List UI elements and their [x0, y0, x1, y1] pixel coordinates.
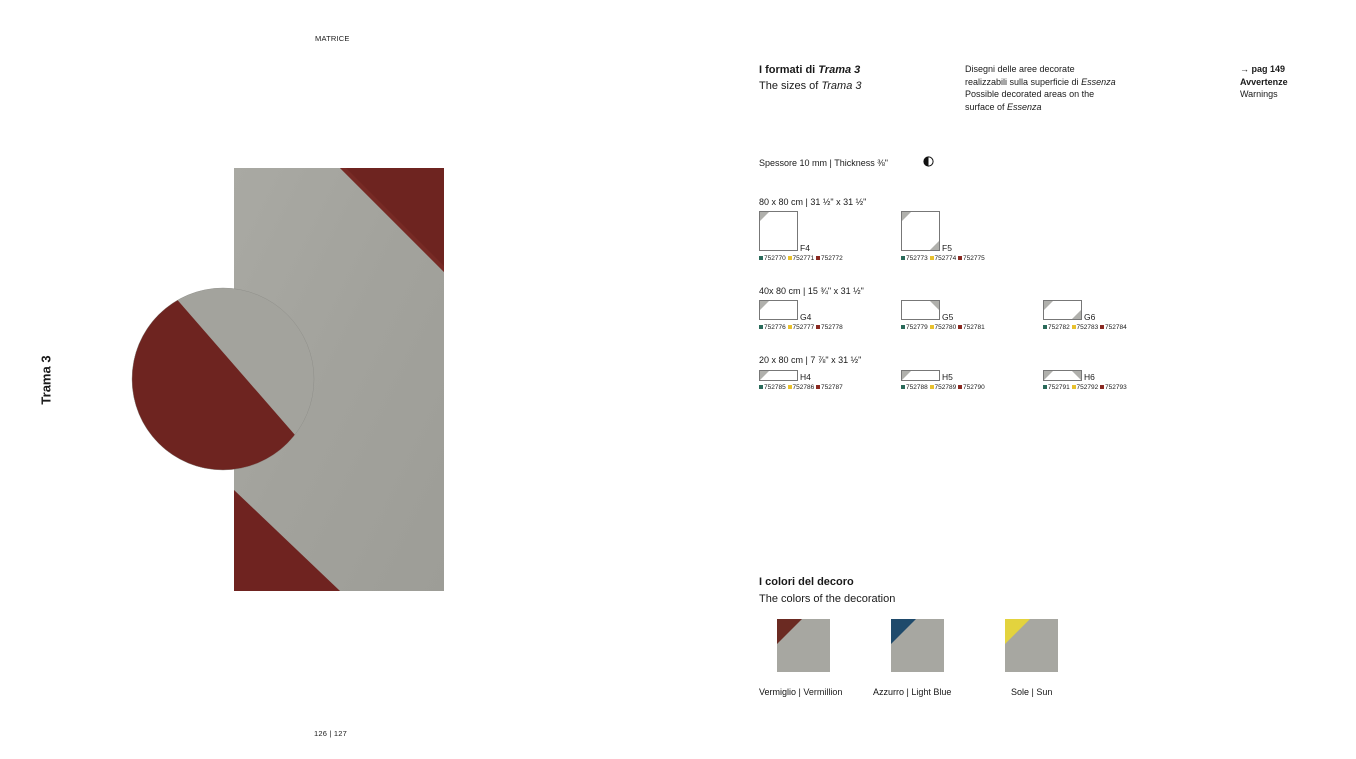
- flag-icon: [816, 256, 820, 260]
- warning-page-link[interactable]: → pag 149: [1240, 64, 1286, 74]
- refs-g6: 752782 752783 752784: [1043, 324, 1127, 331]
- flag-icon: [958, 256, 962, 260]
- refs-g4: 752776 752777 752778: [759, 324, 843, 331]
- formats-title-en: The sizes of Trama 3: [759, 80, 862, 92]
- flag-icon: [788, 385, 792, 389]
- refs-h6: 752791 752792 752793: [1043, 384, 1127, 391]
- refs-f5: 752773 752774 752775: [901, 255, 985, 262]
- flag-icon: [816, 325, 820, 329]
- flag-icon: [788, 325, 792, 329]
- format-code-g6: G6: [1084, 312, 1096, 322]
- tile-diagram-h4: [759, 370, 798, 381]
- colors-title-it: I colori del decoro: [759, 576, 854, 588]
- size-label-80x80: 80 x 80 cm | 31 ½" x 31 ½": [759, 197, 867, 207]
- flag-icon: [901, 325, 905, 329]
- refs-h5: 752788 752789 752790: [901, 384, 985, 391]
- thickness-label: Spessore 10 mm | Thickness ⅜": [759, 158, 888, 168]
- flag-icon: [759, 325, 763, 329]
- section-label: MATRICE: [315, 34, 350, 43]
- page-numbers: 126 | 127: [314, 729, 347, 738]
- flag-icon: [930, 385, 934, 389]
- flag-icon: [958, 385, 962, 389]
- flag-icon: [759, 385, 763, 389]
- tile-diagram-g6: [1043, 300, 1082, 320]
- flag-icon: [1043, 385, 1047, 389]
- formats-title-it: I formati di Trama 3: [759, 64, 861, 76]
- flag-icon: [816, 385, 820, 389]
- flag-icon: [1100, 385, 1104, 389]
- format-code-h5: H5: [942, 372, 953, 382]
- colors-title-en: The colors of the decoration: [759, 593, 896, 605]
- size-label-40x80: 40x 80 cm | 15 ¾" x 31 ½": [759, 286, 864, 296]
- flag-icon: [1043, 325, 1047, 329]
- flag-icon: [759, 256, 763, 260]
- color-label-light-blue: Azzurro | Light Blue: [873, 687, 952, 697]
- flag-icon: [958, 325, 962, 329]
- format-code-h4: H4: [800, 372, 811, 382]
- format-code-f4: F4: [800, 243, 810, 253]
- flag-icon: [1072, 385, 1076, 389]
- flag-icon: [930, 325, 934, 329]
- flag-icon: [788, 256, 792, 260]
- swatch-vermillion: [777, 619, 830, 672]
- swatch-sun: [1005, 619, 1058, 672]
- size-label-20x80: 20 x 80 cm | 7 ⅞" x 31 ½": [759, 355, 862, 365]
- swatch-light-blue: [891, 619, 944, 672]
- decorated-areas-description: Disegni delle aree decorate realizzabili sulla superficie di Essenza Possible decorated areas on the surface of Essenza: [965, 64, 1116, 112]
- format-code-f5: F5: [942, 243, 952, 253]
- tile-diagram-h5: [901, 370, 940, 381]
- tile-diagram-f5: [901, 211, 940, 251]
- refs-h4: 752785 752786 752787: [759, 384, 843, 391]
- flag-icon: [1072, 325, 1076, 329]
- flag-icon: [1100, 325, 1104, 329]
- product-title-vertical: Trama 3: [38, 355, 54, 405]
- tile-diagram-f4: [759, 211, 798, 251]
- tile-diagram-g4: [759, 300, 798, 320]
- refs-g5: 752779 752780 752781: [901, 324, 985, 331]
- tile-diagram-h6: [1043, 370, 1082, 381]
- flag-icon: [901, 256, 905, 260]
- format-code-g5: G5: [942, 312, 954, 322]
- half-circle-icon: [923, 156, 934, 167]
- format-code-g4: G4: [800, 312, 812, 322]
- format-code-h6: H6: [1084, 372, 1095, 382]
- color-label-sun: Sole | Sun: [1011, 687, 1053, 697]
- tile-diagram-g5: [901, 300, 940, 320]
- refs-f4: 752770 752771 752772: [759, 255, 843, 262]
- flag-icon: [901, 385, 905, 389]
- flag-icon: [930, 256, 934, 260]
- warning-block: → pag 149 Avvertenze Warnings: [1240, 64, 1288, 99]
- product-image: [110, 160, 455, 600]
- color-label-vermillion: Vermiglio | Vermillion: [759, 687, 843, 697]
